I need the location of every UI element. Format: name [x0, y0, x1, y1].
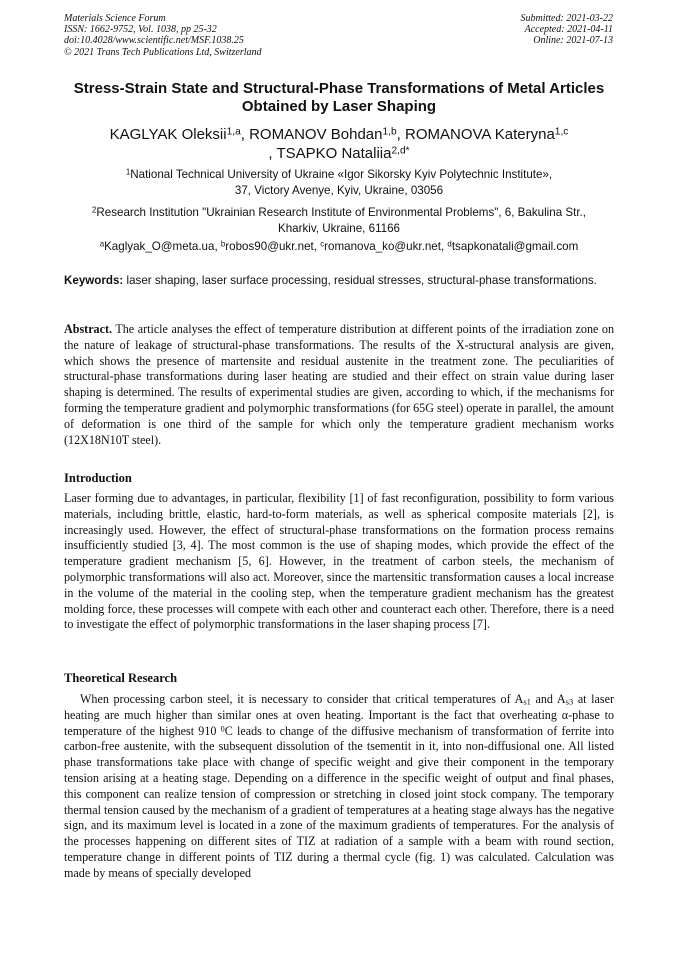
keywords: [64, 273, 614, 288]
affiliation-mark: 1: [125, 167, 131, 177]
author-affil-mark: 1,b: [382, 126, 397, 138]
keywords-text: laser shaping, laser surface processing, residual stresses, structural-phase transformations.: [123, 274, 597, 287]
introduction-text: Laser forming due to advantages, in particular, flexibility [1] of fast reconfiguration, possibility to form various materials, including brittle, elastic, hard-to-form materials, as well as spherical composite materials [2], is increasingly used. However, the effect of structural-phase transformations on the formation process remains insufficiently studied [3, 4]. The most common is the use of shaping modes, which provide the effect of the temperature gradient mechanism [5, 6]. However, in the treatment of carbon steels, the mechanism of polymorphic transformations will also act. Moreover, since the martensitic transformation causes a local increase in the volume of the material in the cooling step, when the temperature gradient mechanism has the greatest molding force, these processes will compete with each other and counteract each other. Therefore, there is a need to investigate the effect of polymorphic transformations in the laser shaping process [7].: [64, 491, 614, 632]
author-name: , TSAPKO Nataliia: [268, 145, 392, 162]
email-address: Kaglyak_O@meta.ua,: [104, 240, 221, 253]
theoretical-text: [64, 692, 614, 882]
email-address: tsapkonatali@gmail.com: [451, 240, 579, 253]
email-address: robos90@ukr.net,: [225, 240, 321, 253]
affiliation-line: National Technical University of Ukraine «Igor Sikorsky Kyiv Polytechnic Institute»,: [130, 168, 553, 181]
affiliation-mark: 2: [92, 205, 97, 215]
submission-dates: [521, 13, 614, 47]
email-mark: d: [447, 239, 452, 249]
subscript: s1: [523, 696, 531, 707]
submitted-date: Submitted: 2021-03-22: [520, 13, 613, 24]
introduction-heading: Introduction: [64, 471, 132, 485]
subscript: s3: [565, 696, 574, 707]
email-mark: c: [320, 239, 325, 249]
journal-name: Materials Science Forum: [64, 13, 166, 24]
author-emails: [64, 239, 614, 255]
email-address: romanova_ko@ukr.net,: [324, 240, 448, 253]
copyright-line: © 2021 Trans Tech Publications Ltd, Switzerland: [64, 46, 262, 58]
online-date: Online: 2021-07-13: [533, 35, 613, 47]
affiliation-address: Kharkiv, Ukraine, 61166: [277, 221, 400, 235]
affiliation-1: [64, 167, 614, 198]
author-affil-mark: 2,d*: [391, 145, 410, 157]
affiliation-2: [64, 205, 614, 236]
journal-info: [64, 13, 262, 58]
text-run: and A: [530, 692, 566, 706]
author-affil-mark: 1,a: [226, 126, 241, 138]
accepted-date: Accepted: 2021-04-11: [524, 24, 613, 36]
author-name: , ROMANOVA Kateryna: [396, 126, 555, 143]
abstract-label: Abstract.: [64, 322, 113, 336]
keywords-label: Keywords:: [64, 274, 124, 287]
doi-line: doi:10.4028/www.scientific.net/MSF.1038.25: [64, 35, 244, 47]
degree-mark: 0: [220, 723, 225, 733]
author-name: , ROMANOV Bohdan: [240, 126, 383, 143]
email-mark: a: [99, 239, 105, 249]
email-mark: b: [220, 239, 226, 249]
affiliation-address: 37, Victory Avenye, Kyiv, Ukraine, 03056: [234, 183, 444, 197]
paper-title: Stress-Strain State and Structural-Phase Transformations of Metal Articles Obtained by Laser Shaping: [73, 80, 605, 115]
abstract: [64, 322, 614, 448]
author-affil-mark: 1,c: [554, 126, 569, 138]
issn-line: ISSN: 1662-9752, Vol. 1038, pp 25-32: [64, 24, 217, 36]
affiliation-line: Research Institution "Ukrainian Research Institute of Environmental Problems", 6, Bakulina Str.,: [96, 206, 586, 219]
author-name: KAGLYAK Oleksii: [109, 126, 227, 143]
theory-segment: [64, 692, 614, 880]
abstract-text: The article analyses the effect of temperature distribution at different points of the irradiation zone on the nature of leakage of structural-phase transformations. The results of the X-structural analysis are given, which shows the presence of martensite and residual austenite in the treatment zone. The peculiarities of structural-phase transformations during laser heating are studied and their effect on strain value during laser shaping is determined. The results of experimental studies are given, according to which, if the mechanisms for forming the temperature gradient and polymorphic transformations (for 65G steel) operate in parallel, the amount of deformation is one third of the sample for which only the temperature gradient mechanism works (12X18N10T steel).: [64, 322, 614, 447]
text-run: When processing carbon steel, it is necessary to consider that critical temperatures of A: [80, 692, 524, 706]
text-run: at laser heating are much higher than similar ones at oven heating. Important is the fact that overheating α-phase to temperature of the highest 910: [64, 692, 615, 738]
text-run: C leads to change of the diffusive mechanism of transformation of ferrite into carbon-free austenite, with the subsequent dissolution of the tsementit in it, into non-diffusional one. All listed phase transformations take place with change of specific weight and give their component in the temporary tension arising at a heating stage. Depending on a difference in the specific weight of output and final phases, this component can realize tension of compression or stretching in closed joint stock company. The temporary thermal tension caused by the mechanism of a gradient of temperatures at a heating stage always has the negative sign, and its maximum level is located in a zone of the maximum gradients of temperatures. For the analysis of the processes happening on different sites of TIZ at radiation of a sample with a beam with round section, temperature change in different points of TIZ during a thermal cycle (fig. 1) was calculated. Calculation was made by means of specially developed: [64, 723, 614, 880]
theoretical-heading: Theoretical Research: [64, 671, 178, 685]
author-list: [64, 125, 614, 163]
